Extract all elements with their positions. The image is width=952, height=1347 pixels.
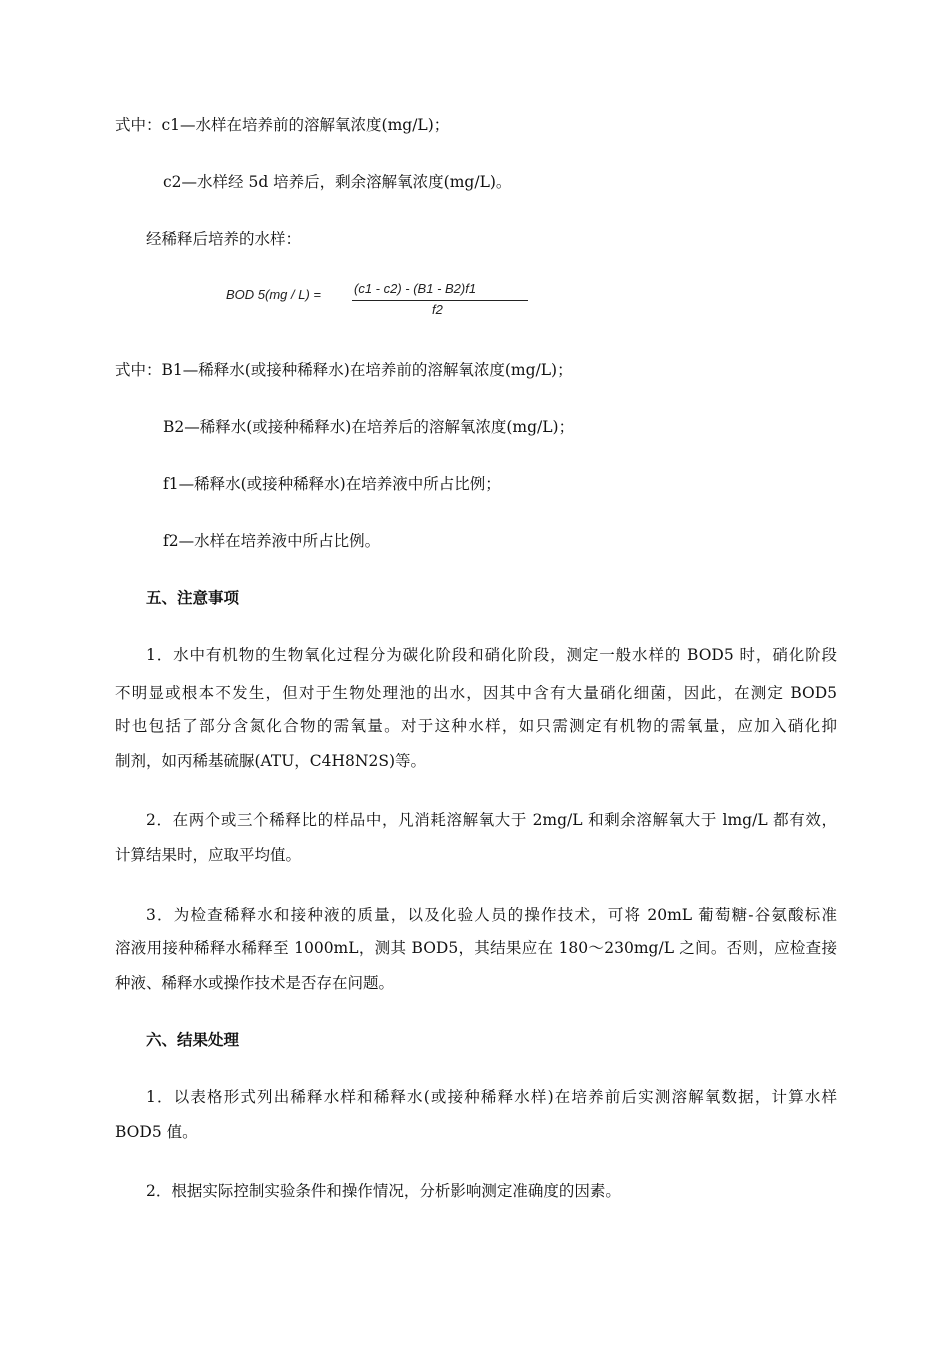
diluted-intro: 经稀释后培养的水样： <box>146 230 302 248</box>
s5-item3-line3: 种液、稀释水或操作技术是否存在问题。 <box>115 974 395 992</box>
s6-item1-line1: 1．以表格形式列出稀释水样和稀释水(或接种稀释水样)在培养前后实测溶解氧数据，计算水样 <box>146 1088 837 1106</box>
legend-c1: 式中：c1—水样在培养前的溶解氧浓度(mg/L)； <box>115 116 450 134</box>
legend-b1: 式中：B1—稀释水(或接种稀释水)在培养前的溶解氧浓度(mg/L)； <box>115 361 573 379</box>
equation-denominator: f2 <box>432 302 443 317</box>
equation-lhs: BOD 5(mg / L) = <box>226 287 321 302</box>
s5-item1-line4: 制剂，如丙稀基硫脲(ATU，C4H8N2S)等。 <box>115 752 426 770</box>
section6-heading: 六、结果处理 <box>146 1030 240 1049</box>
legend-b2: B2—稀释水(或接种稀释水)在培养后的溶解氧浓度(mg/L)； <box>163 418 575 436</box>
s5-item1-line1: 1．水中有机物的生物氧化过程分为碳化阶段和硝化阶段，测定一般水样的 BOD5 时，硝化阶段 <box>146 646 837 664</box>
legend-c2: c2—水样经 5d 培养后，剩余溶解氧浓度(mg/L)。 <box>163 173 512 191</box>
s6-item1-line2: BOD5 值。 <box>115 1123 198 1141</box>
s5-item1-line3: 时也包括了部分含氮化合物的需氧量。对于这种水样，如只需测定有机物的需氧量，应加入硝化抑 <box>115 717 837 735</box>
s5-item1-line2: 不明显或根本不发生，但对于生物处理池的出水，因其中含有大量硝化细菌，因此，在测定 BOD5 <box>115 684 837 702</box>
s5-item3-line2: 溶液用接种稀释水稀释至 1000mL，测其 BOD5，其结果应在 180～230mg/L 之间。否则，应检查接 <box>115 939 837 957</box>
bod5-equation <box>226 281 546 321</box>
section5-heading: 五、注意事项 <box>146 588 240 607</box>
fraction-bar <box>352 300 528 301</box>
s6-item2: 2．根据实际控制实验条件和操作情况，分析影响测定准确度的因素。 <box>146 1182 621 1200</box>
s5-item3-line1: 3．为检查稀释水和接种液的质量，以及化验人员的操作技术，可将 20mL 葡萄糖-谷氨酸标准 <box>146 906 837 924</box>
s5-item2-line2: 计算结果时，应取平均值。 <box>115 846 302 864</box>
legend-f2: f2—水样在培养液中所占比例。 <box>163 532 381 550</box>
s5-item2-line1: 2．在两个或三个稀释比的样品中，凡消耗溶解氧大于 2mg/L 和剩余溶解氧大于 lmg/L 都有效， <box>146 811 837 829</box>
equation-numerator: (c1 - c2) - (B1 - B2)f1 <box>354 281 477 296</box>
legend-f1: f1—稀释水(或接种稀释水)在培养液中所占比例； <box>163 475 501 493</box>
